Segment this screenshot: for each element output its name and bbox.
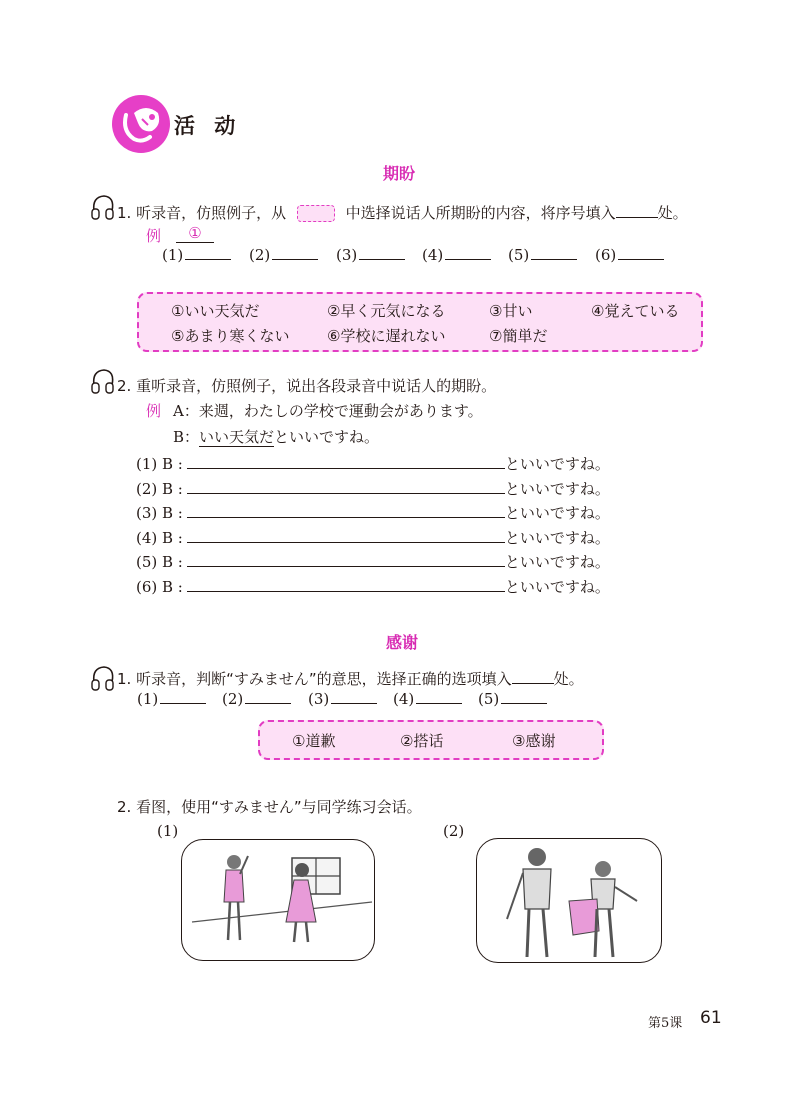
answer-item[interactable]: (4) xyxy=(422,246,497,264)
fill-row[interactable]: (5) B : といいですね。 xyxy=(136,553,610,571)
page-title: 活 动 xyxy=(174,114,242,138)
example-label: 例 xyxy=(146,402,162,420)
picture-label-2: (2) xyxy=(443,822,465,840)
activity-badge-icon xyxy=(112,95,170,153)
headphones-icon xyxy=(90,367,116,397)
answer-item[interactable]: (2) xyxy=(222,690,302,708)
question-1-2: 2. 重听录音，仿照例子，说出各段录音中说话人的期盼。 xyxy=(117,377,497,395)
option-item: ③感谢 xyxy=(512,732,556,750)
option-item: ②早く元気になる xyxy=(327,302,446,320)
option-item: ⑥学校に遅れない xyxy=(327,327,446,345)
fill-row[interactable]: (1) B : といいですね。 xyxy=(136,455,610,473)
section-title-kitai: 期盼 xyxy=(383,164,416,183)
option-item: ①いい天気だ xyxy=(171,302,260,320)
page-number: 61 xyxy=(700,1008,722,1028)
fill-lines xyxy=(136,452,636,599)
answer-item[interactable]: (1) xyxy=(162,246,237,264)
question-2-1: 1. 听录音，判断“すみません”的意思，选择正确的选项填入 处。 xyxy=(117,670,584,688)
answer-item[interactable]: (5) xyxy=(478,690,558,708)
fill-row[interactable]: (4) B : といいですね。 xyxy=(136,528,610,547)
answer-item[interactable]: (6) xyxy=(595,246,670,264)
answer-item[interactable]: (3) xyxy=(336,246,411,264)
answer-item[interactable]: (4) xyxy=(393,690,473,708)
answer-item[interactable]: (3) xyxy=(308,690,388,708)
answer-item[interactable]: (5) xyxy=(508,246,583,264)
option-box-marker xyxy=(297,205,335,222)
example-line-b: B：いい天気だといいですね。 xyxy=(173,428,380,446)
example-answer: ① xyxy=(176,224,214,243)
boys-bag-illustration xyxy=(477,839,661,962)
lesson-label: 第5课 xyxy=(648,1016,683,1031)
answer-item[interactable]: (1) xyxy=(137,690,217,708)
picture-frame-2 xyxy=(476,838,662,963)
girls-window-illustration xyxy=(182,840,374,960)
answer-item[interactable]: (2) xyxy=(249,246,324,264)
options-box-kitai xyxy=(137,292,703,352)
option-item: ③甘い xyxy=(489,302,533,320)
section-title-kansha: 感谢 xyxy=(386,633,419,652)
option-item: ②搭话 xyxy=(400,732,444,750)
example-line-a: A：来週，わたしの学校で運動会があります。 xyxy=(173,402,483,420)
option-item: ④覚えている xyxy=(591,302,680,320)
fill-row[interactable]: (2) B : といいですね。 xyxy=(136,479,610,498)
options-box-kansha xyxy=(258,720,604,760)
question-2-2: 2. 看图，使用“すみません”与同学练习会话。 xyxy=(117,798,422,816)
answer-blank xyxy=(616,217,658,218)
example-label: 例 xyxy=(146,227,162,245)
option-item: ⑦簡単だ xyxy=(489,327,548,345)
picture-frame-1 xyxy=(181,839,375,961)
picture-label-1: (1) xyxy=(157,822,179,840)
option-item: ①道歉 xyxy=(292,732,336,750)
question-1-1: 1. 听录音，仿照例子，从 中选择说话人所期盼的内容，将序号填入 处。 xyxy=(117,204,688,222)
fill-row[interactable]: (6) B : といいですね。 xyxy=(136,577,610,596)
fill-row[interactable]: (3) B : といいですね。 xyxy=(136,504,610,522)
headphones-icon xyxy=(90,664,116,694)
option-item: ⑤あまり寒くない xyxy=(171,327,290,345)
headphones-icon xyxy=(90,193,116,223)
